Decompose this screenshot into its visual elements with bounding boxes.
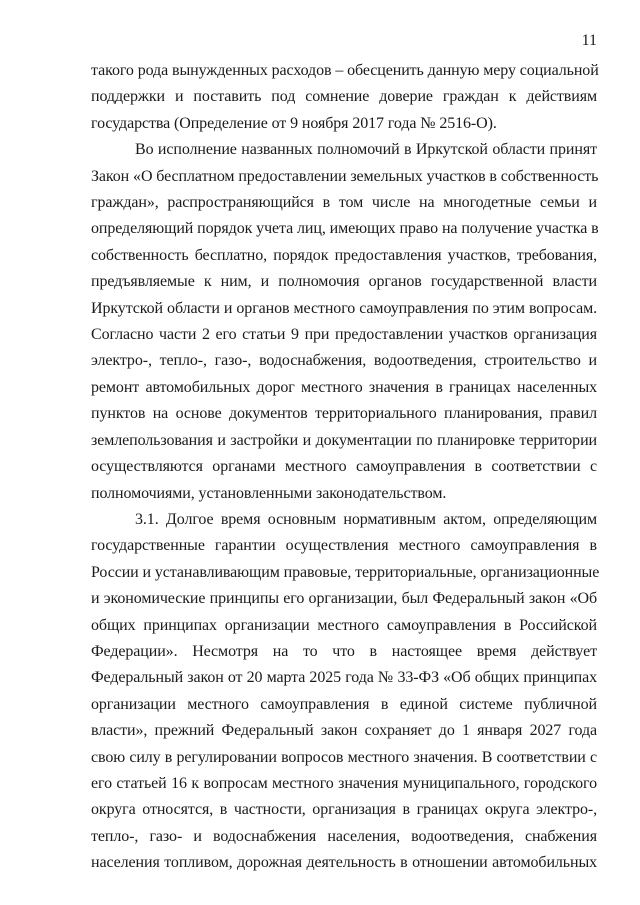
text-line: округа относятся, в частности, организация в границах округа электро-, bbox=[91, 801, 597, 819]
text-line: власти», прежний Федеральный закон сохраняет до 1 января 2027 года bbox=[91, 722, 597, 740]
text-line: и экономические принципы его организации, был Федеральный закон «Об bbox=[91, 590, 597, 608]
text-line: населения топливом, дорожная деятельность в отношении автомобильных bbox=[91, 854, 597, 872]
text-line: государства (Определение от 9 ноября 2017 года № 2516-О). bbox=[91, 114, 497, 132]
text-line: такого рода вынужденных расходов – обесценить данную меру социальной bbox=[91, 62, 599, 79]
text-line: землепользования и застройки и документации по планировке территории bbox=[91, 431, 597, 449]
paragraph-3 bbox=[91, 507, 600, 877]
text-line: ремонт автомобильных дорог местного значения в границах населенных bbox=[91, 378, 597, 396]
text-line: поддержки и поставить под сомнение доверие граждан к действиям bbox=[91, 88, 597, 106]
text-line: предъявляемые к ним, и полномочия органов государственной власти bbox=[91, 273, 597, 291]
paragraph-2 bbox=[91, 137, 597, 507]
text-line: граждан», распространяющийся в том числе на многодетные семьи и bbox=[91, 194, 597, 212]
text-line: государственные гарантии осуществления местного самоуправления в bbox=[91, 537, 597, 555]
text-line: Федеральный закон от 20 марта 2025 года № 33-ФЗ «Об общих принципах bbox=[91, 669, 597, 687]
text-line: определяющий порядок учета лиц, имеющих право на получение участка в bbox=[91, 220, 599, 238]
text-line: его статьей 16 к вопросам местного значения муниципального, городского bbox=[91, 774, 597, 792]
text-line: электро-, тепло-, газо-, водоснабжения, водоотведения, строительство и bbox=[91, 352, 597, 370]
text-line: общих принципах организации местного самоуправления в Российской bbox=[91, 616, 597, 634]
text-line: собственность бесплатно, порядок предоставления участков, требования, bbox=[91, 246, 597, 264]
document-body bbox=[91, 58, 600, 877]
text-line: тепло-, газо- и водоснабжения населения, водоотведения, снабжения bbox=[91, 827, 597, 845]
text-line: Федерации». Несмотря на то что в настоящее время действует bbox=[91, 642, 597, 660]
text-line: свою силу в регулировании вопросов местного значения. В соответствии с bbox=[91, 748, 597, 766]
text-line: России и устанавливающим правовые, территориальные, организационные bbox=[91, 563, 600, 581]
text-line: Иркутской области и органов местного самоуправления по этим вопросам. bbox=[91, 299, 597, 317]
text-line: 3.1. Долгое время основным нормативным актом, определяющим bbox=[135, 510, 597, 528]
paragraph-1 bbox=[91, 58, 597, 137]
text-line: полномочиями, установленными законодательством. bbox=[91, 484, 447, 502]
text-line: Закон «О бесплатном предоставлении земельных участков в собственность bbox=[91, 167, 599, 185]
text-line: организации местного самоуправления в единой системе публичной bbox=[91, 695, 597, 713]
text-line: Во исполнение названных полномочий в Иркутской области принят bbox=[135, 141, 597, 159]
page-number: 11 bbox=[581, 32, 597, 49]
text-line: Согласно части 2 его статьи 9 при предоставлении участков организация bbox=[91, 326, 597, 344]
text-line: осуществляются органами местного самоуправления в соответствии с bbox=[91, 458, 597, 476]
text-line: пунктов на основе документов территориального планирования, правил bbox=[91, 405, 597, 423]
